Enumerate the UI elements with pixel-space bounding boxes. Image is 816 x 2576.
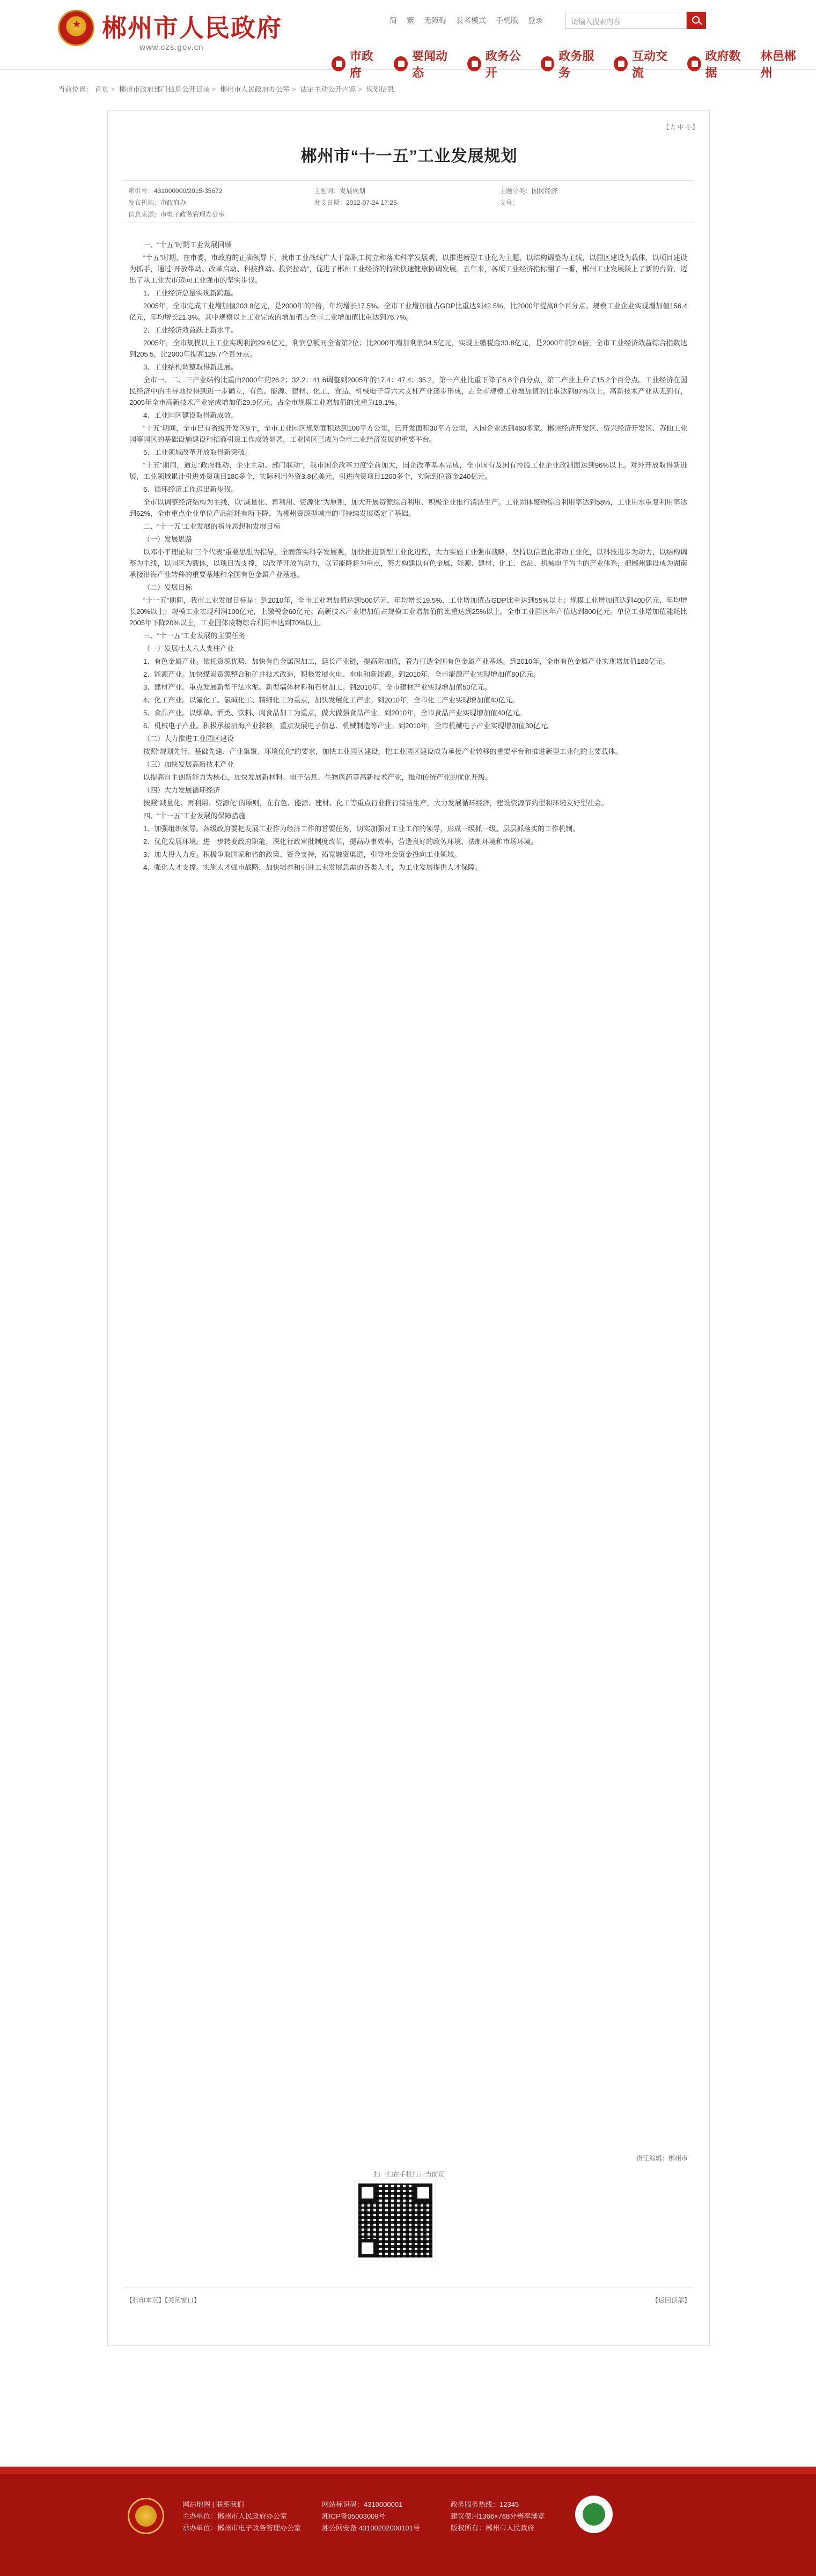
article-body — [129, 239, 687, 875]
article-paragraph: “十五”时期，在市委、市政府的正确领导下，我市工业战线广大干部职工树立和落实科学发展观，以推进新型工业化为主题，以结构调整为主线，以园区建设为载体，以项目建设为抓手，通过“开放带动、改革启动、科技推动、投资拉动”，促进了郴州工业经济的持续快速健康协调发展。五年来，各项工业经济指标翻了一番，郴州工业发展跃上了新的台阶，迈出了从工业大市迈向工业强市的坚实步伐。 — [129, 254, 687, 284]
building-icon — [332, 56, 345, 71]
footer-text: 网站标识码：4310000001 — [322, 2500, 403, 2508]
issuing-agency: 市政府办 — [160, 199, 187, 206]
article-paragraph: 三、“十一五”工业发展的主要任务 — [143, 632, 246, 640]
top-link-accessibility[interactable]: 无障碍 — [424, 16, 446, 25]
article-paragraph: （三）加快发展高新技术产业 — [143, 760, 234, 768]
footer-column — [322, 2499, 420, 2534]
nav-item-interaction[interactable] — [614, 47, 675, 80]
article-paragraph: 5、工业领域改革开放取得新突破。 — [143, 448, 252, 456]
nav-label: 政务服务 — [558, 49, 594, 79]
breadcrumb-item[interactable]: 法定主动公开内容 — [300, 85, 356, 93]
article-paragraph: （二）发展目标 — [143, 583, 193, 591]
document-icon — [467, 56, 481, 71]
print-close-links[interactable]: 【打印本页】【关闭窗口】 — [126, 2297, 201, 2304]
breadcrumb-item[interactable]: 首页 — [94, 85, 109, 93]
qr-caption: 扫一扫在手机打开当前页 — [373, 2171, 445, 2178]
article-paragraph: 1、工业经济总量实现新跨越。 — [143, 289, 238, 297]
footer-column — [451, 2499, 545, 2534]
footer-link[interactable]: 湘ICP备05003009号 — [322, 2512, 386, 2520]
article-paragraph: 全市一、二、三产业结构比重由2000年的26.2：32.2：41.6调整到2005年的17.4：47.4：35.2，第一产业比重下降了8.8个百分点，第二产业上升了15.2个百分点。工业经济在国民经济中的主导地位得到进一步确立，有色、能源、建材、化工、食品、机械电子等六大支柱产业逐步形成，占全市规模工业增加值的比重达到87%以上。高新技术产业从无到有，2005年全市高新技术产业完成增加值29.9亿元，占全市规模工业增加值的比重为19.1%。 — [129, 376, 687, 406]
qr-finder — [414, 2183, 432, 2202]
footer-divider — [0, 2467, 816, 2474]
article-meta — [123, 180, 694, 223]
site-title[interactable]: 郴州市人民政府 — [102, 13, 282, 42]
article-paragraph: 以提高自主创新能力为核心，加快发展新材料、电子信息、生物医药等高新技术产业，推动传统产业的优化升级。 — [143, 773, 492, 781]
search-input[interactable]: 请输入搜索内容 — [565, 12, 687, 29]
nav-item-linyi-chenzhou[interactable] — [761, 47, 804, 80]
top-links — [389, 15, 543, 26]
nav-label: 互动交流 — [632, 49, 668, 79]
article-paragraph: 3、工业结构调整取得新进展。 — [143, 363, 238, 371]
breadcrumb-item[interactable]: 郴州市政府部门信息公开目录 — [119, 85, 210, 93]
article-paragraph: 6、循环经济工作迈出新步伐。 — [143, 485, 238, 493]
article-paragraph: 全市以调整经济结构为主线，以“减量化、再利用、资源化”为原则，加大开展资源综合利用、积极企业推行清洁生产。工业固体废物综合利用率达到58%，工业用水重复利用率达到62%，全市重点企业单位产品能耗有所下降，为郴州资源型城市的可持续发展奠定了基础。 — [129, 498, 687, 517]
article-paragraph: 6、机械电子产业。积极承接沿海产业转移，重点发展电子信息、机械制造等产业。到2010年，全市机械电子产业实现增加值30亿元。 — [143, 722, 554, 730]
nav-item-government[interactable] — [332, 47, 382, 80]
meta-key: 主题分类： — [499, 187, 532, 195]
footer-text: 版权所有：郴州市人民政府 — [451, 2524, 535, 2532]
info-source: 市电子政务管理办公室 — [160, 211, 225, 218]
news-icon — [394, 56, 408, 71]
article-paragraph: 4、强化人才支撑。实施人才强市战略，加快培养和引进工业发展急需的各类人才，为工业发展提供人才保障。 — [143, 863, 482, 871]
service-icon — [541, 56, 555, 71]
meta-key: 主题词： — [314, 187, 340, 195]
editor-signature: 责任编辑：郴州市 — [636, 2155, 688, 2162]
breadcrumb-item[interactable]: 郴州市人民政府办公室 — [220, 85, 290, 93]
article-paragraph: 按照“规划先行、基础先建、产业集聚、环境优化”的要求，加快工业园区建设，把工业园区建设成为承接产业转移的重要平台和推进新型工业化的主要载体。 — [143, 747, 622, 756]
article-paragraph: “十五”期间，通过“政府推动、企业主动、部门联动”，我市国企改革力度空前加大，国企改革基本完成，全市国有及国有控股工业企业改制面达到96%以上。对外开放取得新进展，工业领域累计引进外资项目180多个，实际利用外资3.8亿美元，引进内资项目1200多个，实际到位资金240亿元。 — [129, 461, 687, 480]
article-paragraph: 四、“十一五”工业发展的保障措施 — [143, 812, 246, 820]
top-link-simplified[interactable]: 简 — [389, 16, 397, 25]
article-paragraph: 4、工业园区建设取得新成效。 — [143, 411, 238, 419]
nav-label: 要闻动态 — [412, 49, 448, 79]
article-paragraph: 1、加强组织领导。各级政府要把发展工业作为经济工作的首要任务，切实加强对工业工作的领导，形成一级抓一级、层层抓落实的工作机制。 — [143, 825, 580, 833]
error-report-badge-icon[interactable] — [575, 2496, 613, 2533]
breadcrumb-label: 当前位置： — [58, 85, 93, 93]
site-header — [0, 0, 816, 79]
article-paragraph: “十一五”期间，我市工业发展目标是：到2010年，全市工业增加值达到500亿元，年均增长19.5%，工业增加值占GDP比重达到55%以上；规模工业增加值达到400亿元，年均增长20%以上；规模工业实现利润100亿元，上缴税金60亿元。高新技术产业增加值占规模工业增加值的比重达到25%以上。全市工业园区年产值达到800亿元。单位工业增加值能耗比2005年下降20%以上，工业固体废物综合利用率达到70%以上。 — [129, 596, 687, 627]
site-url: www.czs.gov.cn — [139, 43, 204, 52]
article-paragraph: （一）发展思路 — [143, 535, 193, 543]
page-title: 郴州市“十一五”工业发展规划 — [300, 147, 518, 165]
article-paragraph: 以邓小平理论和“三个代表”重要思想为指导，全面落实科学发展观，加快推进新型工业化进程，大力实施工业强市战略，坚持以信息化带动工业化，以科技进步为动力，以结构调整为主线，以园区为载体，以项目为支撑，以改革开放为动力，以节能降耗为重点，努力构建以有色金属、能源、建材、化工、食品、机械电子为主的产业体系，把郴州建设成为湖南承接沿海产业转移的重要基地和全国有色金属产业基地。 — [129, 548, 688, 579]
article-paragraph: 1、有色金属产业。依托资源优势，加快有色金属深加工，延长产业链，提高附加值，着力打造全国有色金属产业基地。到2010年，全市有色金属产业实现增加值180亿元。 — [143, 657, 670, 665]
article-paragraph: （二）大力推进工业园区建设 — [143, 735, 234, 743]
nav-label: 政府数据 — [705, 49, 741, 79]
article-paragraph: 2、能源产业。加快煤炭资源整合和矿井技术改造，积极发展火电、水电和新能源。到2010年，全市能源产业实现增加值80亿元。 — [143, 670, 540, 678]
star-icon — [72, 20, 81, 28]
search-icon[interactable] — [687, 12, 706, 29]
font-size-switch[interactable]: 【大 中 小】 — [663, 123, 699, 131]
subject-words: 发展规划 — [340, 187, 366, 195]
meta-key: 发文日期： — [314, 199, 347, 206]
article-paragraph: 5、食品产业。以烟草、酒类、饮料、肉食品加工为重点，做大做强食品产业。到2010年，全市食品产业实现增加值40亿元。 — [143, 709, 526, 717]
qr-finder — [358, 2183, 377, 2202]
chat-icon — [614, 56, 628, 71]
top-link-elder-mode[interactable]: 长者模式 — [456, 16, 486, 25]
breadcrumb-item[interactable]: 规划信息 — [366, 85, 394, 93]
footer-links[interactable]: 网站地图 | 联系我们 — [182, 2500, 244, 2508]
meta-key: 索引号： — [128, 187, 155, 195]
article-frame — [107, 110, 710, 2346]
article-paragraph: 一、“十五”时期工业发展回顾 — [143, 241, 232, 249]
national-emblem-logo[interactable] — [58, 10, 94, 46]
meta-key: 文号： — [499, 199, 519, 206]
nav-label: 林邑郴州 — [760, 49, 796, 79]
article-paragraph: 3、加大投入力度。积极争取国家和省的政策、资金支持，拓宽融资渠道，引导社会资金投向工业领域。 — [143, 850, 461, 858]
subject-category: 国民经济 — [532, 187, 558, 195]
article-actions — [123, 2288, 694, 2309]
article-paragraph: 4、化工产业。以氟化工、氯碱化工、精细化工为重点，加快发展化工产业。到2010年，全市化工产业实现增加值40亿元。 — [143, 696, 519, 704]
footer-column — [182, 2499, 301, 2534]
nav-item-data[interactable] — [687, 47, 749, 80]
nav-item-news[interactable] — [394, 47, 455, 80]
article-paragraph: 3、建材产业。重点发展新型干法水泥、新型墙体材料和石材加工。到2010年，全市建材产业实现增加值50亿元。 — [143, 683, 491, 691]
article-paragraph: 2、工业经济效益跃上新水平。 — [143, 326, 238, 334]
qr-finder — [358, 2239, 377, 2257]
article-paragraph: “十五”期间，全市已有省级开发区9个，全市工业园区规划面积达到100平方公里，已开发面积30平方公里，入园企业达到460多家。郴州经济开发区、资兴经济开发区、苏仙工业园等园区的基础设施建设和招商引资工作成效显著，工业园区已成为全市工业经济发展的重要平台。 — [129, 424, 687, 443]
footer-text: 承办单位：郴州市电子政务管理办公室 — [182, 2524, 302, 2532]
qr-code — [355, 2180, 436, 2261]
back-to-top-link[interactable]: 【返回顶部】 — [651, 2297, 690, 2304]
top-link-login[interactable]: 登录 — [528, 16, 543, 25]
nav-item-open-affairs[interactable] — [467, 47, 529, 80]
top-link-traditional[interactable]: 繁 — [407, 16, 414, 25]
article-paragraph: 2005年，全市完成工业增加值203.8亿元，是2000年的2倍，年均增长17.5%。全市工业增加值占GDP比重达到42.5%，比2000年提高8个百分点。规模工业企业实现增加值156.4亿元，年均增长21.3%。其中规模以上工业完成的增加值占全市工业增加值比重达到76.7%。 — [129, 302, 687, 321]
database-icon — [687, 56, 701, 71]
footer-text: 政务服务热线：12345 — [451, 2500, 519, 2508]
breadcrumb-trail: 当前位置： 首页 > 郴州市政府部门信息公开目录 > 郴州市人民政府办公室 > 法定主动公开内容 > 规划信息 — [58, 85, 394, 93]
breadcrumb — [0, 80, 816, 97]
article-paragraph: 按照“减量化、再利用、资源化”的原则，在有色、能源、建材、化工等重点行业推行清洁生产，大力发展循环经济，建设资源节约型和环境友好型社会。 — [143, 799, 608, 807]
footer-link[interactable]: 湘公网安备 43100202000101号 — [322, 2524, 420, 2532]
index-number: 431000000/2015-35672 — [154, 187, 223, 195]
emblem-icon — [128, 2498, 164, 2534]
article-paragraph: （一）发展壮大六大支柱产业 — [143, 645, 234, 653]
meta-key: 信息来源： — [128, 211, 161, 218]
nav-label: 政务公开 — [485, 49, 521, 79]
nav-item-services[interactable] — [541, 47, 602, 80]
footer-text: 主办单位：郴州市人民政府办公室 — [182, 2512, 288, 2520]
site-footer — [0, 2474, 816, 2576]
issue-date: 2012-07-24 17:25 — [346, 199, 397, 206]
article-paragraph: 2005年，全市规模以上工业实现利润29.6亿元，利润总额同全省第2位；比2000年增加利润34.5亿元，实现上缴税金33.8亿元，是2000年的2.6倍，全市工业经济效益综合指数达到205.5，比2000年提高129.7个百分点。 — [129, 339, 687, 358]
article-paragraph: 二、“十一五”工业发展的指导思想和发展目标 — [143, 522, 281, 530]
meta-key: 发布机构： — [128, 199, 161, 206]
article-paragraph: （四）大力发展循环经济 — [143, 786, 220, 794]
nav-label: 市政府 — [349, 49, 373, 79]
main-nav — [332, 47, 816, 80]
top-link-mobile[interactable]: 手机版 — [496, 16, 518, 25]
footer-text: 建议使用1366×768分辨率浏览 — [451, 2512, 545, 2520]
article-paragraph: 2、优化发展环境。进一步转变政府职能，深化行政审批制度改革，提高办事效率，营造良好的政务环境、法制环境和市场环境。 — [143, 838, 538, 846]
